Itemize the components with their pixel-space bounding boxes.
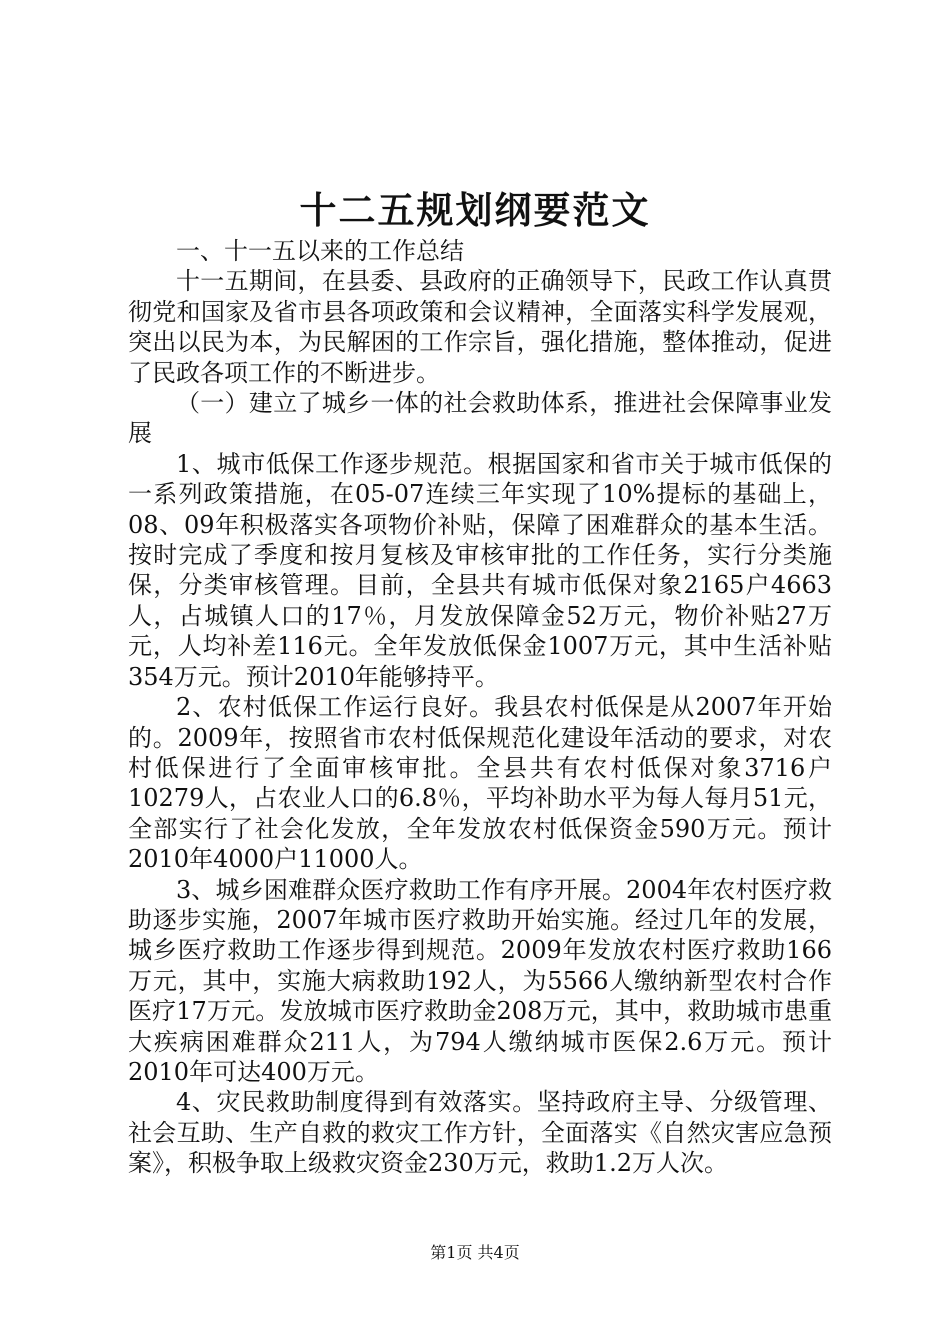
page-number: 第1页 共4页 (430, 1243, 520, 1262)
paragraph: 2、农村低保工作运行良好。我县农村低保是从2007年开始的。2009年，按照省市农村低保规范化建设年活动的要求，对农村低保进行了全面审核审批。全县共有农村低保对象3716户10279人，占农业人口的6.8％，平均补助水平为每人每月51元，全部实行了社会化发放，全年发放农村低保资金590万元。预计2010年4000户11000人。 (128, 693, 832, 874)
paragraph: 十一五期间，在县委、县政府的正确领导下，民政工作认真贯彻党和国家及省市县各项政策和会议精神，全面落实科学发展观，突出以民为本，为民解困的工作宗旨，强化措施，整体推动，促进了民政各项工作的不断进步。 (128, 267, 832, 387)
paragraph: 1、城市低保工作逐步规范。根据国家和省市关于城市低保的一系列政策措施，在05-07连续三年实现了10%提标的基础上，08、09年积极落实各项物价补贴，保障了困难群众的基本生活。按时完成了季度和按月复核及审核审批的工作任务，实行分类施保，分类审核管理。目前，全县共有城市低保对象2165户4663人，占城镇人口的17％，月发放保障金52万元，物价补贴27万元，人均补差116元。全年发放低保金1007万元，其中生活补贴354万元。预计2010年能够持平。 (128, 449, 832, 691)
paragraph: 3、城乡困难群众医疗救助工作有序开展。2004年农村医疗救助逐步实施，2007年城市医疗救助开始实施。经过几年的发展，城乡医疗救助工作逐步得到规范。2009年发放农村医疗救助166万元，其中，实施大病救助192人，为5566人缴纳新型农村合作医疗17万元。发放城市医疗救助金208万元，其中，救助城市患重大疾病困难群众211人，为794人缴纳城市医保2.6万元。预计2010年可达400万元。 (128, 875, 832, 1086)
paragraph: 4、灾民救助制度得到有效落实。坚持政府主导、分级管理、社会互助、生产自救的救灾工作方针，全面落实《自然灾害应急预案》，积极争取上级救灾资金230万元，救助1.2万人次。 (128, 1088, 832, 1178)
subsection-heading: （一）建立了城乡一体的社会救助体系，推进社会保障事业发展 (128, 389, 832, 448)
document-title: 十二五规划纲要范文 (299, 188, 651, 232)
section-heading: 一、十一五以来的工作总结 (176, 237, 464, 265)
document-body (128, 236, 832, 1179)
